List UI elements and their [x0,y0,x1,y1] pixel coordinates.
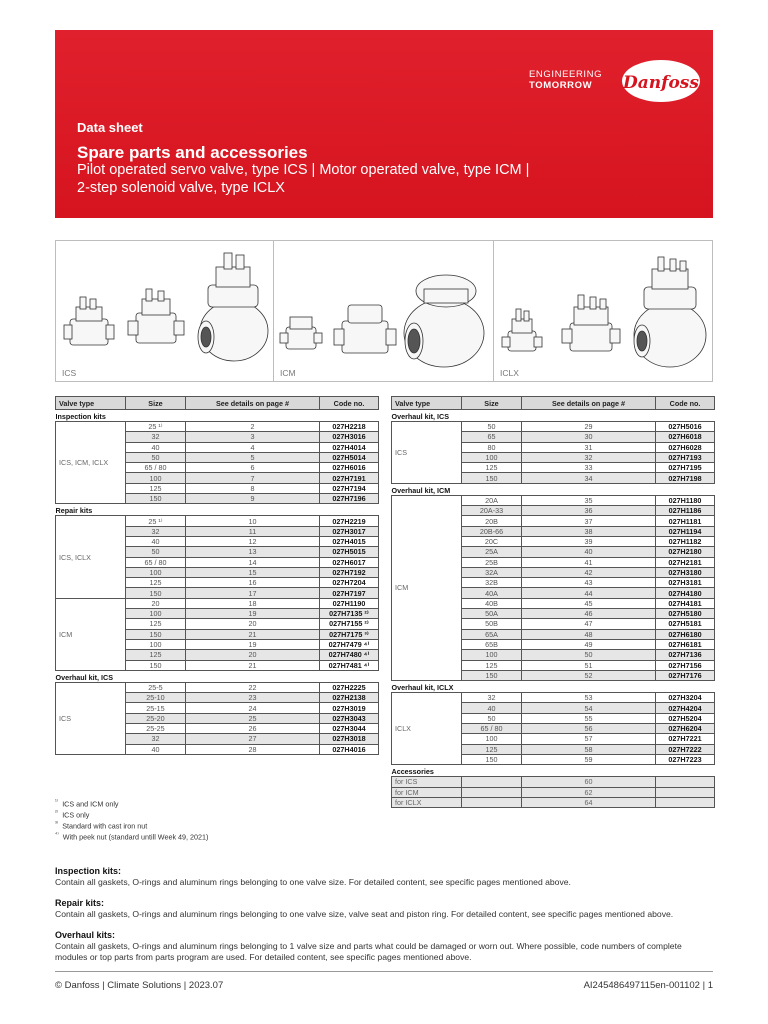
table-row [56,516,379,526]
explanation-overhaul [55,930,715,963]
code-cell: 027H3181 [656,578,715,588]
accessory-row [392,787,715,797]
size-cell: 150 [462,670,522,680]
code-cell: 027H7194 [320,483,379,493]
page-cell: 62 [522,787,656,797]
code-cell: 027H7155 ²⁾ [320,619,379,629]
footnote-mark: ⁴⁾ [55,831,59,838]
code-cell: 027H7480 ⁴⁾ [320,650,379,660]
code-cell: 027H2219 [320,516,379,526]
code-cell: 027H5181 [656,619,715,629]
explanation-inspection [55,866,715,888]
code-cell: 027H7195 [656,463,715,473]
page-cell: 31 [522,442,656,452]
page-cell: 23 [186,693,320,703]
size-cell: 40A [462,588,522,598]
code-cell: 027H4181 [656,598,715,608]
section-title: Overhaul kit, ICM [391,485,451,495]
section-title: Overhaul kit, ICS [391,412,450,421]
size-cell: 125 [462,744,522,754]
code-cell: 027H7479 ⁴⁾ [320,639,379,649]
size-cell: 50B [462,619,522,629]
code-cell: 027H7135 ²⁾ [320,609,379,619]
page-cell: 58 [522,744,656,754]
iclx-valve-illustration [494,241,713,381]
page-cell: 19 [186,609,320,619]
code-cell: 027H7136 [656,650,715,660]
page-cell: 20 [186,619,320,629]
code-cell: 027H4016 [320,744,379,754]
table-row [392,495,715,505]
page-cell: 30 [522,432,656,442]
footnotes [55,798,208,842]
section-title: Overhaul kit, ICS [55,672,114,682]
size-cell: 100 [126,567,186,577]
code-cell: 027H3019 [320,703,379,713]
size-cell: 40 [126,744,186,754]
page-cell: 25 [186,713,320,723]
page-cell: 48 [522,629,656,639]
photo-label: ICM [280,368,296,378]
size-cell: 80 [462,442,522,452]
size-cell: 32A [462,567,522,577]
page-cell: 40 [522,547,656,557]
section-title-row [56,504,379,516]
subtitle-line2: 2-step solenoid valve, type ICLX [77,180,285,196]
code-cell: 027H7223 [656,754,715,764]
size-cell [462,797,522,807]
page-cell: 9 [186,494,320,504]
code-cell: 027H4204 [656,703,715,713]
size-cell: 25 ¹⁾ [126,516,186,526]
valve-type-cell: ICS [56,682,126,754]
valve-type-cell: ICS [392,422,462,484]
valve-type-cell: ICS, ICM, ICLX [56,422,126,504]
page-cell: 60 [522,777,656,787]
page-cell: 10 [186,516,320,526]
code-cell: 027H3044 [320,724,379,734]
footnote-mark: ¹⁾ [55,799,59,805]
code-cell: 027H5180 [656,609,715,619]
size-cell: 65 / 80 [126,463,186,473]
header-valve-type: Valve type [56,397,126,410]
footnote-text: ICS only [62,810,90,820]
size-cell: 20C [462,536,522,546]
explanation-title: Repair kits: [55,898,105,908]
table-row [392,422,715,432]
footnote-text: Standard with cast iron nut [62,821,148,831]
page-cell: 27 [186,734,320,744]
page-cell: 56 [522,724,656,734]
accessory-label: for ICLX [392,797,462,807]
page-cell: 11 [186,526,320,536]
size-cell: 65 / 80 [126,557,186,567]
page-cell: 35 [522,495,656,505]
table-header-row [56,397,379,410]
footnote-mark: ²⁾ [55,809,59,816]
size-cell: 100 [126,473,186,483]
code-cell: 027H2181 [656,557,715,567]
size-cell: 65A [462,629,522,639]
size-cell: 125 [126,619,186,629]
code-cell: 027H4014 [320,442,379,452]
size-cell: 150 [462,473,522,483]
size-cell [462,787,522,797]
footnote-text: ICS and ICM only [62,799,119,809]
code-cell [656,787,715,797]
size-cell: 40B [462,598,522,608]
size-cell: 150 [126,660,186,670]
accessory-row [392,777,715,787]
code-cell: 027H5016 [656,422,715,432]
page-cell: 4 [186,442,320,452]
code-cell: 027H2218 [320,422,379,432]
size-cell: 65 [462,432,522,442]
page-cell: 53 [522,693,656,703]
code-cell: 027H7222 [656,744,715,754]
size-cell: 25-25 [126,724,186,734]
size-cell: 100 [126,609,186,619]
section-title-row [392,483,715,495]
page-cell: 20 [186,650,320,660]
section-title: Repair kits [55,506,93,516]
size-cell: 125 [126,650,186,660]
photo-icm [274,241,494,381]
footnote-mark: ³⁾ [55,820,59,827]
footnote [55,809,208,820]
size-cell: 40 [126,536,186,546]
size-cell: 20B [462,516,522,526]
table-row [56,598,379,608]
code-cell: 027H1190 [320,598,379,608]
size-cell: 25B [462,557,522,567]
valve-type-cell: ICLX [392,693,462,765]
tagline-line1: ENGINEERING [529,69,603,80]
page-cell: 39 [522,536,656,546]
size-cell: 40 [126,442,186,452]
page-cell: 59 [522,754,656,764]
code-cell: 027H6016 [320,463,379,473]
product-photos [55,240,713,382]
spare-parts-table-right [391,396,715,808]
page-cell: 32 [522,452,656,462]
code-cell: 027H4015 [320,536,379,546]
size-cell: 32 [126,432,186,442]
page-cell: 43 [522,578,656,588]
page-cell: 13 [186,547,320,557]
photo-label: ICLX [500,368,519,378]
code-cell: 027H3018 [320,734,379,744]
page-cell: 49 [522,639,656,649]
code-cell: 027H7197 [320,588,379,598]
code-cell: 027H2138 [320,693,379,703]
page-cell: 7 [186,473,320,483]
photo-label: ICS [62,368,77,378]
accessory-row [392,797,715,807]
size-cell: 32 [126,526,186,536]
code-cell: 027H7481 ⁴⁾ [320,660,379,670]
size-cell: 20A [462,495,522,505]
section-title: Overhaul kit, ICLX [391,683,454,693]
valve-type-cell: ICM [56,598,126,670]
size-cell: 100 [462,650,522,660]
code-cell: 027H6017 [320,557,379,567]
page-title: Spare parts and accessories [77,143,308,162]
page-cell: 3 [186,432,320,442]
section-title-row [392,681,715,693]
size-cell: 125 [462,463,522,473]
code-cell: 027H6181 [656,639,715,649]
explanation-text: Contain all gaskets, O-rings and aluminum rings belonging to 1 valve size and parts what could be damaged or worn out. Where possible, code numbers of complete modules or top parts from parts program are used. For detailed content, see specific pages mentioned above. [55,941,682,962]
size-cell: 100 [462,452,522,462]
page-cell: 12 [186,536,320,546]
table-row [392,693,715,703]
icm-valve-illustration [274,241,494,381]
header-code: Code no. [320,397,379,410]
header-details: See details on page # [186,397,320,410]
code-cell: 027H3017 [320,526,379,536]
code-cell: 027H7191 [320,473,379,483]
code-cell: 027H1186 [656,506,715,516]
page-cell: 64 [522,797,656,807]
valve-type-cell: ICS, ICLX [56,516,126,598]
valve-type-cell: ICM [392,495,462,680]
photo-iclx [494,241,713,381]
accessory-label: for ICM [392,787,462,797]
code-cell: 027H7221 [656,734,715,744]
size-cell: 125 [126,483,186,493]
code-cell: 027H1182 [656,536,715,546]
page-cell: 15 [186,567,320,577]
code-cell: 027H6180 [656,629,715,639]
size-cell: 65B [462,639,522,649]
size-cell: 32B [462,578,522,588]
footnote [55,820,208,831]
page-cell: 21 [186,660,320,670]
danfoss-logo [621,58,701,104]
page-cell: 46 [522,609,656,619]
page-cell: 50 [522,650,656,660]
code-cell: 027H7204 [320,578,379,588]
table-row [56,422,379,432]
header-valve-type: Valve type [392,397,462,410]
page-cell: 52 [522,670,656,680]
ics-valve-illustration [56,241,274,381]
page-cell: 33 [522,463,656,473]
code-cell: 027H1180 [656,495,715,505]
size-cell: 50A [462,609,522,619]
footnote [55,798,208,809]
page-cell: 8 [186,483,320,493]
explanation-text: Contain all gaskets, O-rings and aluminum rings belonging to one valve size. For detailed content, see specific pages mentioned above. [55,877,571,887]
table-row [56,682,379,692]
header-details: See details on page # [522,397,656,410]
size-cell: 150 [126,494,186,504]
code-cell: 027H3043 [320,713,379,723]
size-cell: 25-15 [126,703,186,713]
page-cell: 38 [522,526,656,536]
page-cell: 5 [186,452,320,462]
size-cell: 150 [126,588,186,598]
code-cell: 027H7176 [656,670,715,680]
page-cell: 22 [186,682,320,692]
page-cell: 28 [186,744,320,754]
page-cell: 41 [522,557,656,567]
page-cell: 26 [186,724,320,734]
footnote [55,831,208,842]
code-cell: 027H7196 [320,494,379,504]
size-cell: 150 [462,754,522,764]
size-cell: 25 ¹⁾ [126,422,186,432]
code-cell: 027H7156 [656,660,715,670]
table-header-row [392,397,715,410]
size-cell: 20A-33 [462,506,522,516]
code-cell: 027H7175 ³⁾ [320,629,379,639]
size-cell: 100 [462,734,522,744]
tagline-line2: TOMORROW [529,80,593,91]
header-size: Size [126,397,186,410]
page-cell: 54 [522,703,656,713]
page-cell: 57 [522,734,656,744]
page-cell: 36 [522,506,656,516]
size-cell: 20 [126,598,186,608]
code-cell: 027H6204 [656,724,715,734]
size-cell: 125 [462,660,522,670]
header-banner [55,30,713,218]
code-cell: 027H3204 [656,693,715,703]
code-cell: 027H7192 [320,567,379,577]
spare-parts-table-left [55,396,379,755]
code-cell: 027H2180 [656,547,715,557]
size-cell: 25-20 [126,713,186,723]
page-cell: 45 [522,598,656,608]
accessory-label: for ICS [392,777,462,787]
page-cell: 37 [522,516,656,526]
page-subtitle [77,161,697,197]
code-cell: 027H3016 [320,432,379,442]
section-title-row [56,670,379,682]
section-title: Accessories [391,767,434,777]
code-cell: 027H3180 [656,567,715,577]
code-cell: 027H1181 [656,516,715,526]
code-cell: 027H5204 [656,713,715,723]
page-cell: 44 [522,588,656,598]
page-cell: 6 [186,463,320,473]
page-cell: 18 [186,598,320,608]
page-cell: 34 [522,473,656,483]
size-cell: 65 / 80 [462,724,522,734]
code-cell [656,777,715,787]
size-cell: 150 [126,629,186,639]
footer-copyright: © Danfoss | Climate Solutions | 2023.07 [55,980,224,991]
size-cell: 25A [462,547,522,557]
code-cell: 027H5014 [320,452,379,462]
size-cell: 50 [462,713,522,723]
code-cell [656,797,715,807]
svg-text:Danfoss: Danfoss [623,73,699,93]
footer-doc-number: AI245486497115en-001102 | 1 [583,980,713,991]
size-cell: 50 [126,452,186,462]
code-cell: 027H5015 [320,547,379,557]
code-cell: 027H6028 [656,442,715,452]
doc-type: Data sheet [77,120,143,135]
header-code: Code no. [656,397,715,410]
size-cell: 40 [462,703,522,713]
page-cell: 2 [186,422,320,432]
size-cell: 50 [462,422,522,432]
tagline [529,69,602,91]
explanation-title: Inspection kits: [55,866,122,876]
section-title-row [392,410,715,422]
code-cell: 027H7193 [656,452,715,462]
code-cell: 027H1194 [656,526,715,536]
explanation-title: Overhaul kits: [55,930,116,940]
size-cell: 50 [126,547,186,557]
page-cell: 51 [522,660,656,670]
size-cell: 125 [126,578,186,588]
page-cell: 21 [186,629,320,639]
code-cell: 027H4180 [656,588,715,598]
explanation-text: Contain all gaskets, O-rings and aluminum rings belonging to one valve size, valve seat and piston ring. For detailed content, see specific pages mentioned above. [55,909,674,919]
page-cell: 17 [186,588,320,598]
size-cell: 100 [126,639,186,649]
page-cell: 14 [186,557,320,567]
page-cell: 55 [522,713,656,723]
page-footer [55,971,713,991]
page-cell: 29 [522,422,656,432]
page-cell: 16 [186,578,320,588]
size-cell: 32 [462,693,522,703]
size-cell: 20B-66 [462,526,522,536]
explanation-repair [55,898,715,920]
size-cell: 25-5 [126,682,186,692]
page-cell: 24 [186,703,320,713]
page-cell: 42 [522,567,656,577]
photo-ics [56,241,274,381]
page-cell: 19 [186,639,320,649]
section-title-row [392,765,715,777]
size-cell [462,777,522,787]
section-title: Inspection kits [55,412,106,421]
subtitle-line1: Pilot operated servo valve, type ICS | Motor operated valve, type ICM | [77,162,530,178]
section-title-row [56,410,379,422]
footnote-text: With peek nut (standard untill Week 49, 2021) [62,832,209,842]
code-cell: 027H2225 [320,682,379,692]
size-cell: 25-10 [126,693,186,703]
header-size: Size [462,397,522,410]
page-cell: 47 [522,619,656,629]
code-cell: 027H7198 [656,473,715,483]
size-cell: 32 [126,734,186,744]
code-cell: 027H6018 [656,432,715,442]
